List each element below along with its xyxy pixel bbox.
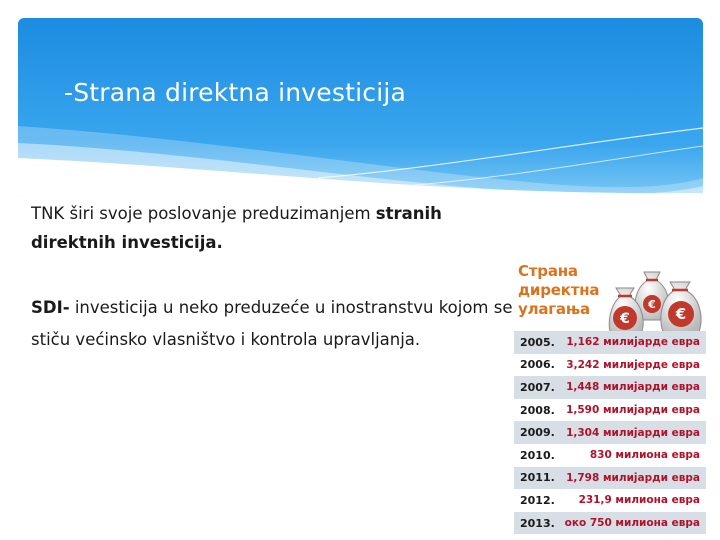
- fdi-table: [514, 331, 706, 534]
- svg-text:€: €: [648, 298, 656, 311]
- row-amount: 1,162 милијарде евра: [566, 336, 700, 349]
- money-bag-right-icon: [661, 282, 701, 334]
- row-year: 2007.: [520, 380, 555, 394]
- table-row: [514, 354, 706, 377]
- row-amount: 3,242 милијерде евра: [566, 358, 700, 371]
- table-row: [514, 399, 706, 422]
- table-row: [514, 421, 706, 444]
- table-row: [514, 444, 706, 467]
- fdi-title-line-3: улагања: [518, 300, 590, 318]
- row-year: 2012.: [520, 493, 555, 507]
- money-bags-icon: [608, 258, 706, 338]
- row-amount: 231,9 милиона евра: [578, 494, 700, 507]
- paragraph-sdi-bold: SDI-: [31, 298, 70, 317]
- svg-text:€: €: [620, 311, 630, 327]
- svg-text:€: €: [675, 305, 687, 323]
- fdi-infographic: [514, 258, 706, 530]
- table-row: [514, 331, 706, 354]
- paragraph-tnk-bold: stranih direktnih investicija.: [31, 204, 442, 252]
- row-year: 2011.: [520, 471, 555, 485]
- row-amount: 1,590 милијарди евра: [566, 404, 700, 417]
- row-year: 2008.: [520, 403, 555, 417]
- row-amount: око 750 милиона евра: [564, 517, 700, 530]
- row-year: 2005.: [520, 335, 555, 349]
- row-amount: 1,798 милијарди евра: [566, 471, 700, 484]
- fdi-title-line-2: директна: [518, 281, 600, 299]
- paragraph-sdi: [31, 292, 531, 356]
- row-amount: 1,304 милијарди евра: [566, 426, 700, 439]
- table-row: [514, 489, 706, 512]
- row-year: 2013.: [520, 516, 555, 530]
- row-year: 2006.: [520, 358, 555, 372]
- row-amount: 1,448 милијарди евра: [566, 381, 700, 394]
- paragraph-sdi-text: investicija u neko preduzeće u inostranstvu kojom se stiču većinsko vlasništvo i kontrola upravljanja.: [31, 298, 513, 349]
- table-row: [514, 512, 706, 535]
- paragraph-tnk-text: TNK širi svoje poslovanje preduzimanjem: [31, 204, 376, 223]
- banner-background: [18, 18, 703, 198]
- title-banner: [18, 18, 703, 198]
- fdi-title-line-1: Страна: [518, 262, 578, 280]
- paragraph-tnk: [31, 199, 531, 257]
- table-row: [514, 467, 706, 490]
- row-year: 2009.: [520, 426, 555, 440]
- row-year: 2010.: [520, 448, 555, 462]
- table-row: [514, 376, 706, 399]
- slide-title: -Strana direktna investicija: [64, 78, 407, 107]
- row-amount: 830 милиона евра: [589, 449, 700, 462]
- fdi-title: [518, 262, 614, 319]
